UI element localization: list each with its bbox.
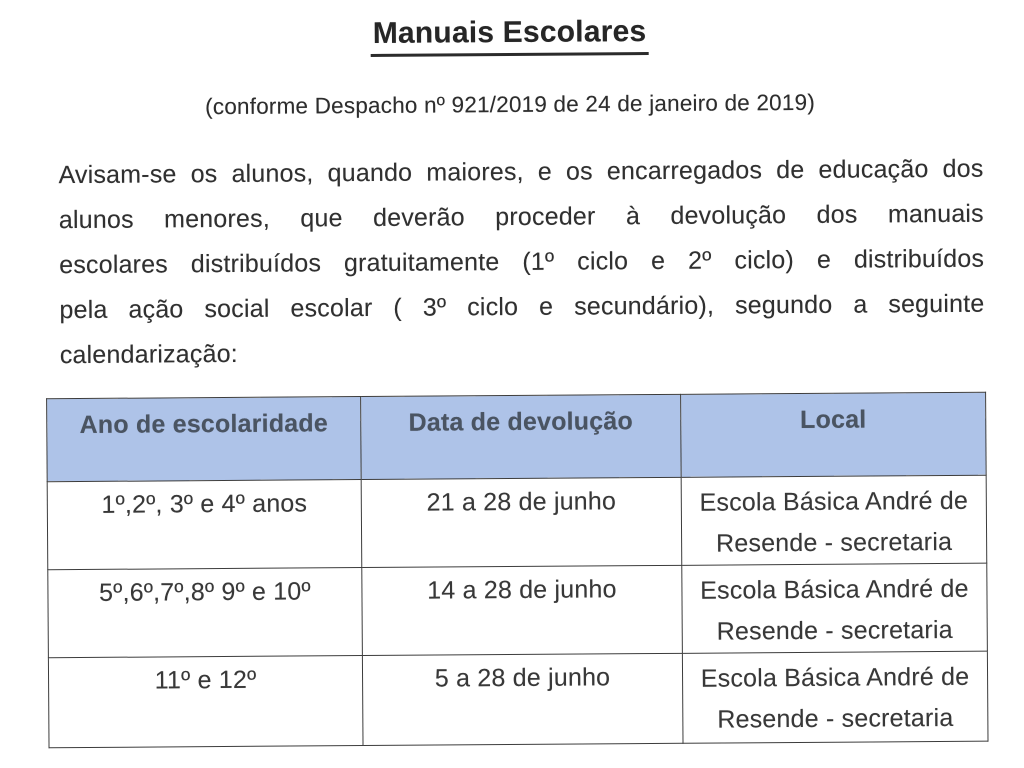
cell-data: 21 a 28 de junho xyxy=(361,477,682,567)
table-row xyxy=(48,563,988,658)
cell-data: 14 a 28 de junho xyxy=(362,565,683,655)
cell-ano: 5º,6º,7º,8º 9º e 10º xyxy=(48,568,363,658)
paragraph-line: Avisam-se os alunos, quando maiores, e os encarregados de educação dos xyxy=(58,154,984,190)
table-row xyxy=(48,651,988,748)
page-title: Manuais Escolares xyxy=(371,15,649,57)
title-wrap xyxy=(0,12,1022,59)
cell-ano: 1º,2º, 3º e 4º anos xyxy=(47,480,362,570)
paragraph-line: pela ação social escolar ( 3º ciclo e secundário), segundo a seguinte xyxy=(59,289,985,325)
header-ano-de-escolaridade: Ano de escolaridade xyxy=(47,397,362,482)
notice-paragraph xyxy=(58,147,985,378)
cell-local: Escola Básica André de Resende - secretaria xyxy=(681,475,987,565)
page-subtitle: (conforme Despacho nº 921/2019 de 24 de janeiro de 2019) xyxy=(205,89,816,120)
paragraph-line: calendarização: xyxy=(59,339,239,370)
table-header-row xyxy=(47,392,987,482)
table-row xyxy=(47,475,987,570)
cell-data: 5 a 28 de junho xyxy=(362,653,683,745)
cell-local: Escola Básica André de Resende - secretaria xyxy=(682,563,988,653)
cell-ano: 11º e 12º xyxy=(48,656,363,748)
header-data-de-devolucao: Data de devolução xyxy=(361,394,682,479)
return-schedule-table xyxy=(46,392,988,749)
cell-local: Escola Básica André de Resende - secretaria xyxy=(682,651,988,743)
header-local: Local xyxy=(681,392,987,477)
paragraph-line: alunos menores, que deverão proceder à devolução dos manuais xyxy=(58,199,984,235)
paragraph-line: escolares distribuídos gratuitamente (1º ciclo e 2º ciclo) e distribuídos xyxy=(59,244,985,280)
